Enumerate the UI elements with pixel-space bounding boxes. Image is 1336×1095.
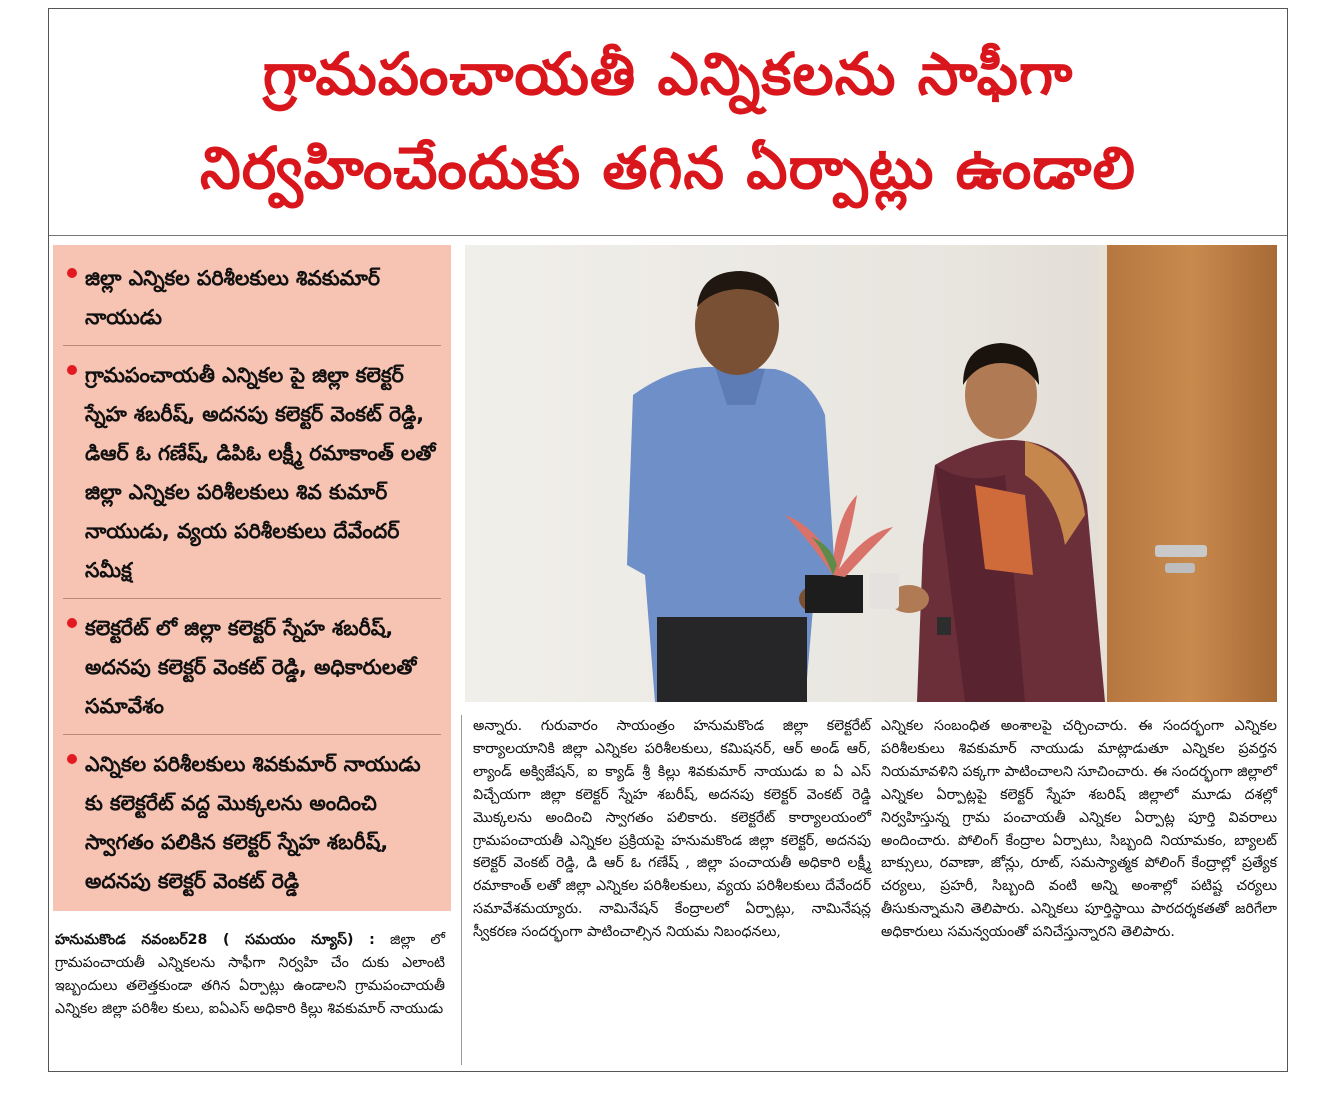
article-text: జిల్లా లో గ్రామపంచాయతీ ఎన్నికలను సాఫీగా నిర్వహి చేం దుకు ఎలాంటి ఇబ్బందులు తలెత్తకుండా తగిన ఏర్పాట్లు ఉండాలని గ్రామపంచాయతీ ఎన్నికల జిల్లా పరిశీల కులు, ఐఏఎస్ అధికారి కిల్లు శివకుమార్ నాయుడు	[55, 932, 445, 1017]
article-column-1	[55, 929, 445, 1021]
bullet-dot-icon	[67, 268, 77, 278]
highlight-text: కలెక్టరేట్ లో జిల్లా కలెక్టర్ స్నేహ శబరీష్, అదనపు కలెక్టర్ వెంకట్ రెడ్డి, అధికారులతో సమావేశం	[85, 616, 417, 718]
highlight-item	[63, 609, 441, 735]
headline-line-1: గ్రామపంచాయతీ ఎన్నికలను సాఫీగా	[262, 40, 1074, 108]
highlights-box	[53, 245, 451, 911]
headline-line-2: నిర్వహించేందుకు తగిన ఏర్పాట్లు ఉండాలి	[200, 134, 1136, 202]
column-divider	[461, 715, 462, 1065]
article-text: ఎన్నికల సంబంధిత అంశాలపై చర్చించారు. ఈ సందర్భంగా ఎన్నికల పరిశీలకులు శివకుమార్ నాయుడు మాట్లాడుతూ ఎన్నికల ప్రవర్తన నియమావళిని పక్కగా పాటించాలని సూచించారు. ఈ సందర్భంగా జిల్లాలో ఎన్నికల ఏర్పాట్లపై కలెక్టర్ స్నేహ శబరిష్ జిల్లాలో మూడు దశల్లో నిర్వహిస్తున్న గ్రామ పంచాయతీ ఎన్నికల ఏర్పాట్ల పూర్తి వివరాలు అందించారు. పోలింగ్ కేంద్రాల ఏర్పాటు, సిబ్బంది నియామకం, బ్యాలట్ బాక్సులు, రవాణా, జోన్లు, రూట్, సమస్యాత్మక పోలింగ్ కేంద్రాల్లో ప్రత్యేక చర్యలు, ప్రహరీ, సిబ్బంది వంటి అన్ని అంశాల్లో పటిష్ట చర్యలు తీసుకున్నామని తెలిపారు. ఎన్నికలు పూర్తిస్థాయి పారదర్శకతతో జరిగేలా అధికారులు సమన్వయంతో పనిచేస్తున్నారని తెలిపారు.	[881, 718, 1277, 941]
article-dateline: హనుమకొండ నవంబర్28 ( సమయం న్యూస్) :	[55, 932, 375, 948]
highlight-item	[63, 259, 441, 346]
highlight-text: జిల్లా ఎన్నికల పరిశీలకులు శివకుమార్ నాయుడు	[85, 266, 381, 329]
bullet-dot-icon	[67, 365, 77, 375]
headline-divider	[49, 235, 1287, 236]
article-text: అన్నారు. గురువారం సాయంత్రం హనుమకొండ జిల్లా కలెక్టరేట్ కార్యాలయానికి జిల్లా ఎన్నికల పరిశీలకులు, కమిషనర్, ఆర్ అండ్ ఆర్, ల్యాండ్ అక్విజేషన్, ఐ క్యాడ్ శ్రీ కిల్లు శివకుమార్ నాయుడు ఐ ఏ ఎస్ విచ్చేయగా జిల్లా కలెక్టర్ స్నేహ శబరీష్, అదనపు కలెక్టర్ వెంకట్ రెడ్డి మొక్కలను అందించి స్వాగతం పలికారు. కలెక్టరేట్ కార్యాలయంలో గ్రామపంచాయతీ ఎన్నికల ప్రక్రియపై హనుమకొండ జిల్లా కలెక్టర్, అదనపు కలెక్టర్ వెంకట్ రెడ్డి, డి ఆర్ ఓ గణేష్ , జిల్లా పంచాయతీ అధికారి లక్ష్మీ రమాకాంత్ లతో జిల్లా ఎన్నికల పరిశీలకులు, వ్యయ పరిశీలకులు దేవేందర్ సమావేశమయ్యారు. నామినేషన్ కేంద్రాలలో ఏర్పాట్లు, నామినేషన్ల స్వీకరణ సందర్భంగా పాటించాల్సిన నియమ నిబంధనలు,	[473, 718, 871, 941]
newspaper-clipping	[48, 8, 1288, 1072]
bullet-dot-icon	[67, 754, 77, 764]
photo-illustration	[465, 245, 1277, 702]
highlight-text: ఎన్నికల పరిశీలకులు శివకుమార్ నాయుడు కు కలెక్టరేట్ వద్ద మొక్కలను అందించి స్వాగతం పలికిన కలెక్టర్ స్నేహ శబరీష్, అదనపు కలెక్టర్ వెంకట్ రెడ్డి	[85, 752, 421, 893]
highlight-item	[63, 745, 441, 909]
article-column-2	[473, 715, 871, 944]
highlight-item	[63, 356, 441, 599]
article-column-3	[881, 715, 1277, 944]
news-photo	[465, 245, 1277, 702]
bullet-dot-icon	[67, 618, 77, 628]
highlight-text: గ్రామపంచాయతీ ఎన్నికల పై జిల్లా కలెక్టర్ స్నేహ శబరీష్, అదనపు కలెక్టర్ వెంకట్ రెడ్డి, డిఆర్ ఓ గణేష్, డిపిఓ లక్ష్మీ రమాకాంత్ లతో జిల్లా ఎన్నికల పరిశీలకులు శివ కుమార్ నాయుడు, వ్యయ పరిశీలకులు దేవేందర్ సమీక్ష	[85, 363, 436, 582]
